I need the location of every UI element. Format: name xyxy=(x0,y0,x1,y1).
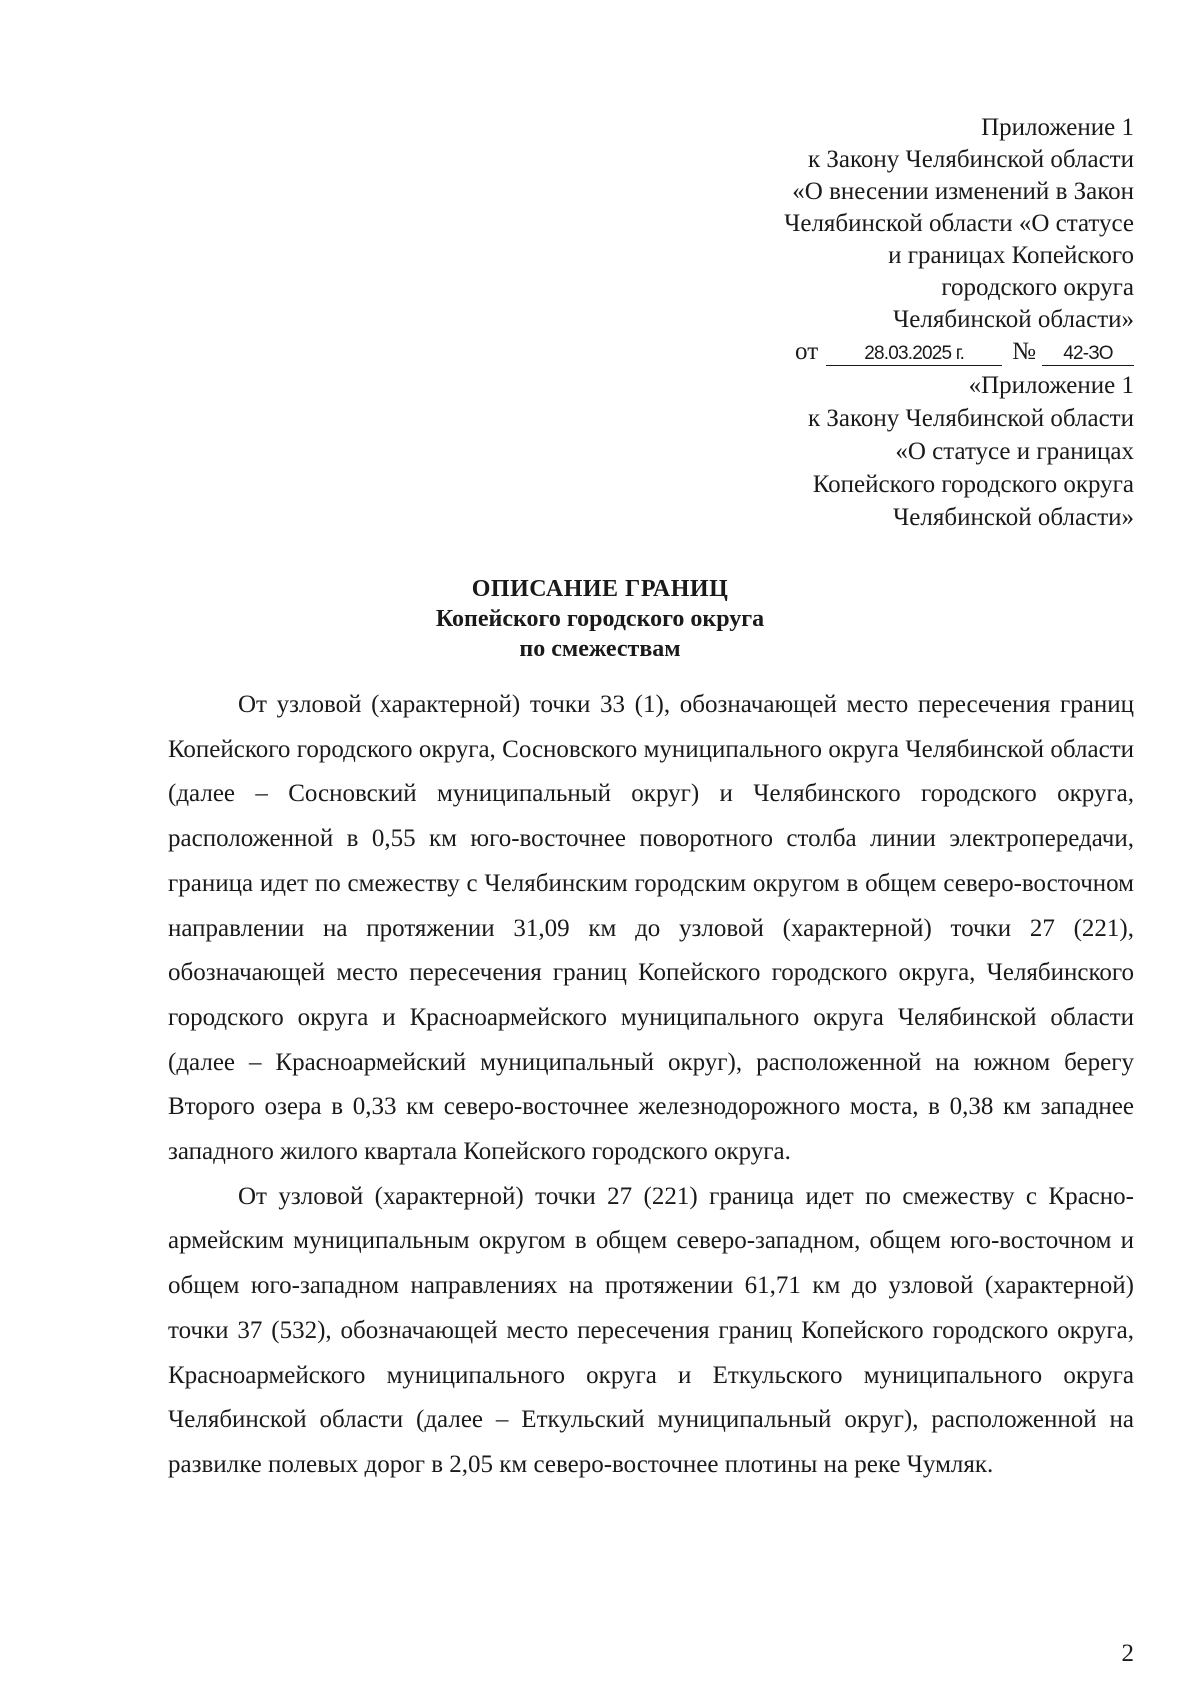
original-appendix-line: Челябинской области» xyxy=(893,504,1134,531)
title-line-1: ОПИСАНИЕ ГРАНИЦ xyxy=(471,576,729,602)
appendix-line: «О внесении изменений в Закон xyxy=(792,178,1134,205)
body-paragraph: От узловой (характерной) точки 27 (221) граница идет по смежеству с Красноармейским муниципальным округом в общем северо-западном, общем юго-восточном и общем юго-западном направлениях на протяжении 61,71 км до узловой (характерной) точки 37 (532), обозначающей место пересечения границ Копейского городского округа, Красноармейского муниципального округа и Еткульского муниципального округа Челябинской области (далее – Еткульский муниципальный округ), расположенной на развилке полевых дорог в 2,05 км северо-восточнее плотины на реке Чумляк. xyxy=(168,1182,1134,1478)
document-body xyxy=(168,683,1134,1488)
title-line-3: по смежествам xyxy=(519,636,681,662)
appendix-line: Челябинской области «О статусе xyxy=(784,210,1134,237)
document-title xyxy=(0,574,1200,664)
original-appendix-line: «О статусе и границах xyxy=(895,438,1134,465)
law-date-number-line xyxy=(784,336,1134,368)
number-label: № xyxy=(1012,338,1036,365)
title-line-2: Копейского городского округа xyxy=(435,606,765,632)
law-number-value: 42-ЗО xyxy=(1042,343,1134,366)
body-paragraph: От узловой (характерной) точки 33 (1), обозначающей место пересечения границ Копейского городского округа, Сосновского муниципального округа Челябинской области (далее – Сосновский муниципальный округ) и Челябинского городского округа, расположенной в 0,55 км юго-восточнее поворотного столба линии электропередачи, граница идет по смежеству с Челябинским городским округом в общем северо-восточном направлении на протяжении 31,09 км до узловой (характерной) точки 27 (221), обозначающей место пересечения границ Копейского городского округа, Челябинского городского округа и Красноармейского муниципального округа Челябинской области (далее – Красноармейский муниципальный округ), расположенной на южном берегу Второго озера в 0,33 км северо-восточнее железнодорожного моста, в 0,38 км западнее западного жилого квартала Копейского городского округа. xyxy=(168,691,1134,1166)
appendix-line: к Закону Челябинской области xyxy=(808,146,1134,173)
appendix-header xyxy=(784,112,1134,368)
original-appendix-header xyxy=(808,369,1134,534)
original-appendix-line: «Приложение 1 xyxy=(968,372,1134,399)
date-label: от xyxy=(795,338,819,365)
original-appendix-line: Копейского городского округа xyxy=(812,471,1134,498)
appendix-line: и границах Копейского xyxy=(888,242,1134,269)
appendix-line: Челябинской области» xyxy=(893,306,1134,333)
page-number: 2 xyxy=(1121,1640,1134,1667)
appendix-line: городского округа xyxy=(941,274,1134,301)
original-appendix-line: к Закону Челябинской области xyxy=(808,405,1134,432)
law-date-value: 28.03.2025 г. xyxy=(826,343,1002,366)
appendix-line: Приложение 1 xyxy=(981,114,1134,141)
